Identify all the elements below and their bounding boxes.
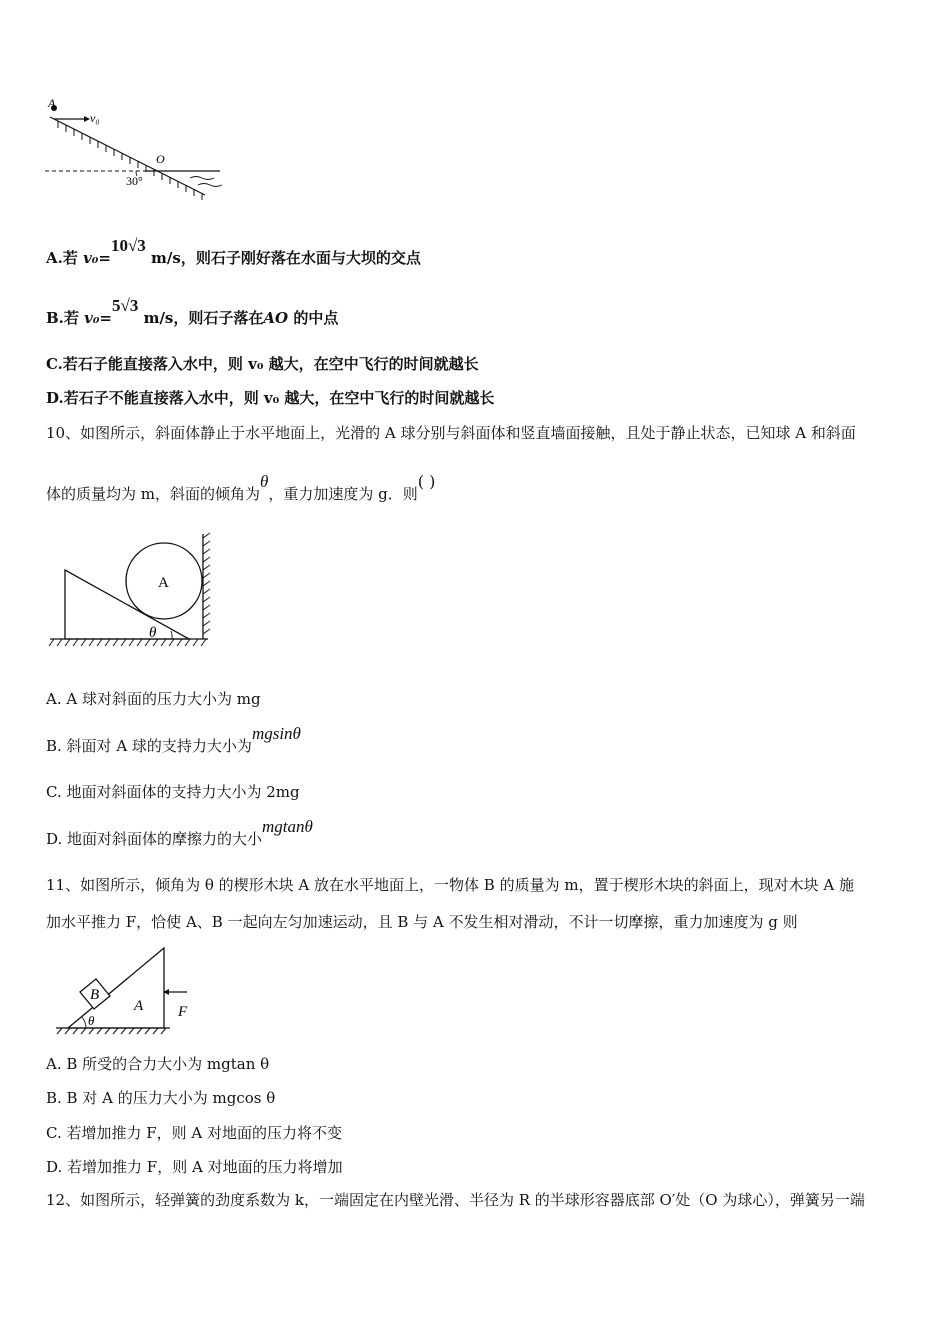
- label-A: A: [48, 96, 56, 110]
- fig-label-A: A: [134, 998, 144, 1014]
- q10-stem-line1: 10、如图所示，斜面体静止于水平地面上，光滑的 A 球分别与斜面体和竖直墙面接触，且处于静止状态，已知球 A 和斜面: [46, 424, 856, 442]
- q10-option-d-math: mgtanθ: [262, 817, 313, 836]
- q10-theta: θ: [260, 472, 269, 491]
- q9-option-b-text: ，则石子落在: [173, 309, 264, 327]
- label-angle: 30°: [126, 174, 143, 188]
- dam-figure: [40, 95, 240, 210]
- q11-stem-line1: 11、如图所示，倾角为 θ 的楔形木块 A 放在水平地面上，一物体 B 的质量为 m，置于楔形木块的斜面上，现对木块 A 施: [46, 876, 854, 894]
- q11-stem-line2: 加水平推力 F，恰使 A、B 一起向左匀加速运动，且 B 与 A 不发生相对滑动，不计一切摩擦，重力加速度为 g 则: [46, 913, 798, 931]
- q10-option-a: A. A 球对斜面的压力大小为 mg: [46, 690, 261, 708]
- q10-option-d-text: D. 地面对斜面体的摩擦力的大小: [46, 830, 263, 848]
- q10-answer-bracket: ( ): [417, 472, 436, 491]
- fig-label-theta: θ: [88, 1013, 95, 1028]
- q9-option-c: C.若石子能直接落入水中，则 v₀ 越大，在空中飞行的时间就越长: [46, 355, 479, 373]
- q10-option-c: C. 地面对斜面体的支持力大小为 2mg: [46, 783, 300, 801]
- q10-option-b: [46, 724, 301, 756]
- q9-option-a-var: v₀: [83, 249, 99, 267]
- q9-option-b-prefix: B.若: [46, 309, 85, 327]
- q9-option-a: [46, 236, 421, 268]
- q9-option-b-ao: AO: [263, 309, 289, 327]
- q10-stem-line2-b: ，重力加速度为 g．则: [268, 485, 418, 503]
- q9-option-a-value: 10√3: [110, 236, 146, 255]
- q9-option-b-eq: =: [99, 309, 112, 327]
- q9-option-b: [46, 296, 339, 328]
- q12-stem-line1: 12、如图所示，轻弹簧的劲度系数为 k，一端固定在内壁光滑、半径为 R 的半球形容器底部 O′处（O 为球心），弹簧另一端: [46, 1191, 865, 1209]
- q11-option-d: D. 若增加推力 F，则 A 对地面的压力将增加: [46, 1158, 343, 1176]
- label-v0: v₀: [90, 111, 100, 125]
- q9-option-b-tail: 的中点: [288, 309, 339, 327]
- q9-option-b-var: v₀: [84, 309, 100, 327]
- q9-option-b-unit: m/s: [138, 309, 174, 327]
- q9-option-a-text: ，则石子刚好落在水面与大坝的交点: [180, 249, 421, 267]
- q10-stem-line2-a: 体的质量均为 m，斜面的倾角为: [46, 485, 260, 503]
- q11-option-a: A. B 所受的合力大小为 mgtan θ: [46, 1055, 270, 1073]
- fig-label-B: B: [90, 987, 100, 1003]
- q9-option-d: D.若石子不能直接落入水中，则 v₀ 越大，在空中飞行的时间就越长: [46, 389, 495, 407]
- fig-label-theta: θ: [149, 625, 157, 641]
- label-O: O: [156, 152, 165, 166]
- q11-option-c: C. 若增加推力 F，则 A 对地面的压力将不变: [46, 1124, 343, 1142]
- q11-option-b: B. B 对 A 的压力大小为 mgcos θ: [46, 1089, 276, 1107]
- q10-option-b-text: B. 斜面对 A 球的支持力大小为: [46, 737, 252, 755]
- q9-option-a-eq: =: [98, 249, 111, 267]
- fig-label-F: F: [178, 1004, 188, 1020]
- q10-option-b-math: mgsinθ: [251, 724, 301, 743]
- q10-stem-line2: [46, 472, 436, 504]
- q9-option-b-value: 5√3: [112, 296, 139, 315]
- q9-option-a-unit: m/s: [145, 249, 181, 267]
- fig-label-A: A: [158, 575, 169, 591]
- wedge-ball-figure: [46, 530, 216, 650]
- q10-option-d: [46, 817, 313, 849]
- wedge-block-figure: [52, 942, 202, 1038]
- q9-option-a-prefix: A.若: [46, 249, 84, 267]
